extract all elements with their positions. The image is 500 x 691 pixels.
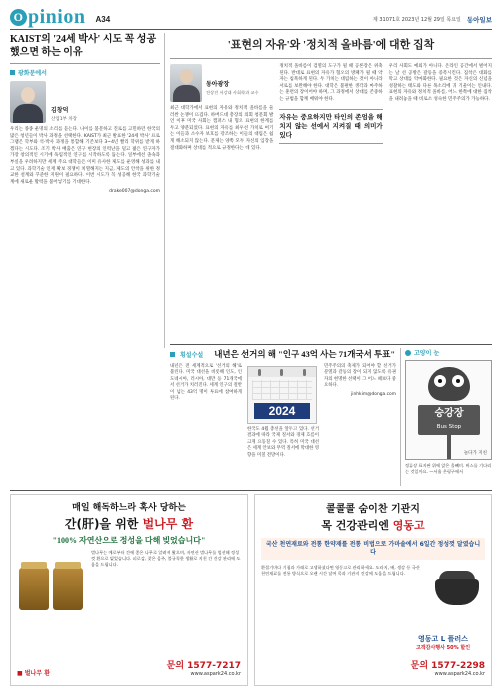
calendar-illustration [247,366,317,424]
ad1-brand: 벌나무 환 [142,517,194,531]
ad1-product-name: ■ 벌나무 환 [17,670,51,677]
cartoon-caption: 정류장 표지판 위에 앉은 올빼미. 버스를 기다리는 것일까요. —서울 은평구에서 [405,463,492,474]
calendar-year: 2024 [254,403,310,419]
mid-col-2-text: 한국도 4월 총선을 앞두고 있다. 선거 결과에 따라 국제 질서와 경제 흐름이 크게 요동칠 수 있다. 특히 미국 대선은 세계 안보와 무역 질서에 막대한 영향을 미칠 전망이다. [247,427,319,458]
mid-col-2 [247,364,319,459]
section-logo [10,6,85,29]
cartoon-signature: 놀다가 지친 [463,451,487,456]
cartoon-image [405,360,492,460]
ad2-line1: 콜콜콜 숨이찬 기관지 [326,504,420,515]
page-number: A34 [95,14,111,24]
sign-english: Bus Stop [436,424,462,430]
ad2-discount: 고객감사행사 50% 할인 [415,645,471,651]
ad1-line2-pre: 간(肝)을 위한 [64,517,139,531]
left-headline: KAIST의 '24세 박사' 시도 꼭 성공했으면 하는 이유 [10,34,157,58]
column-separator [164,33,165,348]
main-headline: '표현의 자유'와 '정치적 올바름'에 대한 집착 [170,33,492,59]
sign-pole [447,435,451,460]
ads-rule [10,490,492,491]
cartoon-label: 고양이 눈 [414,350,440,357]
ad2-line2 [259,517,487,533]
bus-stop-sign [418,405,480,435]
ad-beolnamu[interactable] [10,494,248,686]
ad2-description: 환절기마다 기침과 가래로 고생하셨다면 영동고로 관리하세요. 도라지, 배, 생강 등 국산 천연재료를 전통 방식으로 오랜 시간 달여 목과 기관지 건강에 도움을 드립니다. [261,565,420,576]
ad2-plus-box [403,634,483,651]
column-separator [400,348,401,486]
ad2-body [255,562,491,612]
product-jars-image [17,550,87,630]
pull-quote: 자유는 중요하지만 타인의 존엄을 해치지 않는 선에서 지켜질 때 의미가 있다 [279,109,382,144]
ad-yeongdonggo[interactable] [254,494,492,686]
mid-author-email: jinhkim@donga.com [351,391,396,397]
ad1-contact [167,658,241,677]
ad2-slogan: 국산 천연재료와 전통 한약재를 전통 비법으로 가마솥에서 6일간 정성껏 달였습니다 [265,541,481,556]
cauldron-image [429,565,485,609]
ad1-body [11,546,247,634]
mid-article [170,348,396,488]
left-section-row [10,68,160,77]
ad1-description: 벌나무는 예로부터 간에 좋은 나무로 알려져 왔으며, 자연산 벌나무를 엄선해 정성껏 환으로 빚었습니다. 피로감, 잦은 음주, 불규칙한 생활로 지친 간 건강 관리에 도움을 드립니다. [91,550,241,567]
left-author-box [10,81,160,123]
main-col-2-text: 정치적 올바름이 검열의 도구가 될 때 공론장은 위축된다. 반대로 표현의 자유가 혐오의 방패가 될 때 약자는 침묵하게 된다. 두 가치는 대립하는 것이 아니라 서로를 보완해야 한다. 대학은 불편한 생각과 마주하는 훈련의 장이어야 하며, 그 과정에서 상대를 존중하는 규범을 함께 배워야 한다. [279,64,383,102]
main-author-name: 동아광장 [206,81,230,88]
main-col-2 [279,64,382,152]
logo-o-icon: O [10,9,27,26]
mid-top-rule [170,344,492,345]
ad1-line1: 매일 해독하느라 혹사 당하는 [72,503,186,513]
left-author-name: 김창덕 [51,107,69,114]
ad2-brand: 영동고 [392,519,425,532]
ad1-url[interactable]: www.aspark24.co.kr [190,671,241,677]
ad1-slogan: "100% 자연산으로 정성을 다해 빚었습니다" [52,536,206,545]
mid-col-3-text: 민주주의의 축제가 되어야 할 선거가 분열과 갈등의 장이 되지 않도록 유권자의 현명한 선택이 그 어느 때보다 중요하다. [324,364,396,389]
main-author-photo [170,64,202,102]
main-col-1 [170,64,273,152]
main-col-3-text: 우리 사회도 예외가 아니다. 온라인 공간에서 벌어지는 날 선 공방은 갈등을 증폭시킨다. 집착은 대화를 막고 상대를 악마화한다. 필요한 것은 자신의 신념을 성찰하는 태도와 다른 목소리에 귀 기울이는 인내다. 표현의 자유와 정치적 올바름, 어느 한쪽에 대한 집착을 내려놓을 때 비로소 성숙한 민주주의가 가능하다. [388,64,492,102]
main-author-box [170,64,273,102]
main-col-3 [389,64,492,152]
mid-header [170,348,396,360]
ad2-line2-pre: 목 건강관리엔 [321,519,389,532]
top-rule [10,29,492,30]
square-icon [170,352,175,357]
ad2-plus-name: 영동고 L 플러스 [418,635,468,643]
left-section-label: 광화문에서 [18,70,47,77]
main-body [170,64,492,152]
dot-icon [405,350,411,356]
newspaper-brand: 동아일보 [466,16,492,24]
sign-korean: 승강장 [434,408,464,419]
left-column [10,33,160,485]
square-icon [10,70,15,75]
left-subrule [10,63,160,64]
author-photo [10,81,46,123]
main-author-title: 전상진 서강대 사회학과 교수 [206,89,259,95]
mid-section-label: 횡설수설 [180,351,204,359]
mid-body [170,364,396,459]
ad2-band [261,538,485,560]
main-article [170,33,492,343]
mid-col-1: 내년은 전 세계적으로 '선거의 해'로 불린다. 미국 대선을 비롯해 인도, 인도네시아, 러시아, 대만 등 71개국에서 선거가 치러진다. 세계 인구의 절반이 넘는 43억 명이 투표에 참여하게 된다. [170,364,242,402]
left-author-email: drake007@donga.com [109,189,160,195]
ad2-header [255,495,491,536]
mid-headline: 내년은 선거의 해 "인구 43억 사는 71개국서 투표" [214,349,396,359]
issue-info: 제 31071호 2023년 12월 29일 목요일 [372,17,461,23]
cartoon-header [405,348,492,357]
left-body-text: 우리는 종종 운명의 소리를 듣는다. 나이를 불문하고 진로를 고민하던 한국의 많은 청년들이 박사 과정을 선택한다. KAIST가 최근 발표한 '24세 박사' 프로그램은 학부와 석·박사 과정을 통합해 기존보다 3~4년 빨리 학위를 받게 하겠다는 시도다. 조기 박사 배출은 연구 현장의 인력난을 덜고 젊은 연구자가 가장 창의적인 시기에 독립적인 연구를 시작하도록 돕는다. 일부에선 졸속과 부실을 우려하지만 세계 주요 대학들은 이미 유사한 제도를 운영해 성과를 내고 있다. 과학기술 인재 확보 경쟁이 치열해지는 지금, 제도의 안착을 위한 정교한 설계와 꾸준한 지원이 필요하다. 이번 시도가 꼭 성공해 한국 과학기술계에 새로운 활력을 불어넣기를 기대한다. [10,127,160,185]
ad2-url[interactable]: www.aspark24.co.kr [434,671,485,677]
left-author-title: 산업1부 차장 [51,117,78,122]
masthead [10,6,492,28]
ad1-header [11,495,247,546]
ad2-phone: 문의 1577-2298 [410,661,485,671]
ad1-line2 [11,515,247,532]
ad2-contact [411,658,485,677]
ad1-phone: 문의 1577-7217 [166,661,241,671]
main-col-1-text: 최근 대학가에서 표현의 자유와 정치적 올바름을 둘러싼 논쟁이 뜨겁다. 하버드대 총장의 의회 청문회 발언 이후 미국 사회는 캠퍼스 내 혐오 표현의 한계를 두고 양분되었다. 표현의 자유를 최우선 가치로 여기는 이들과 소수자 보호를 강조하는 이들의 대립은 쉽게 해소되지 않는다. 문제는 양쪽 모두 자신의 입장을 절대화하며 상대를 적으로 규정한다는 데 있다. [170,106,274,151]
section-name: pinion [28,5,86,28]
cartoon-section [405,348,492,488]
mid-col-3 [324,364,396,459]
owl-icon [428,367,470,401]
